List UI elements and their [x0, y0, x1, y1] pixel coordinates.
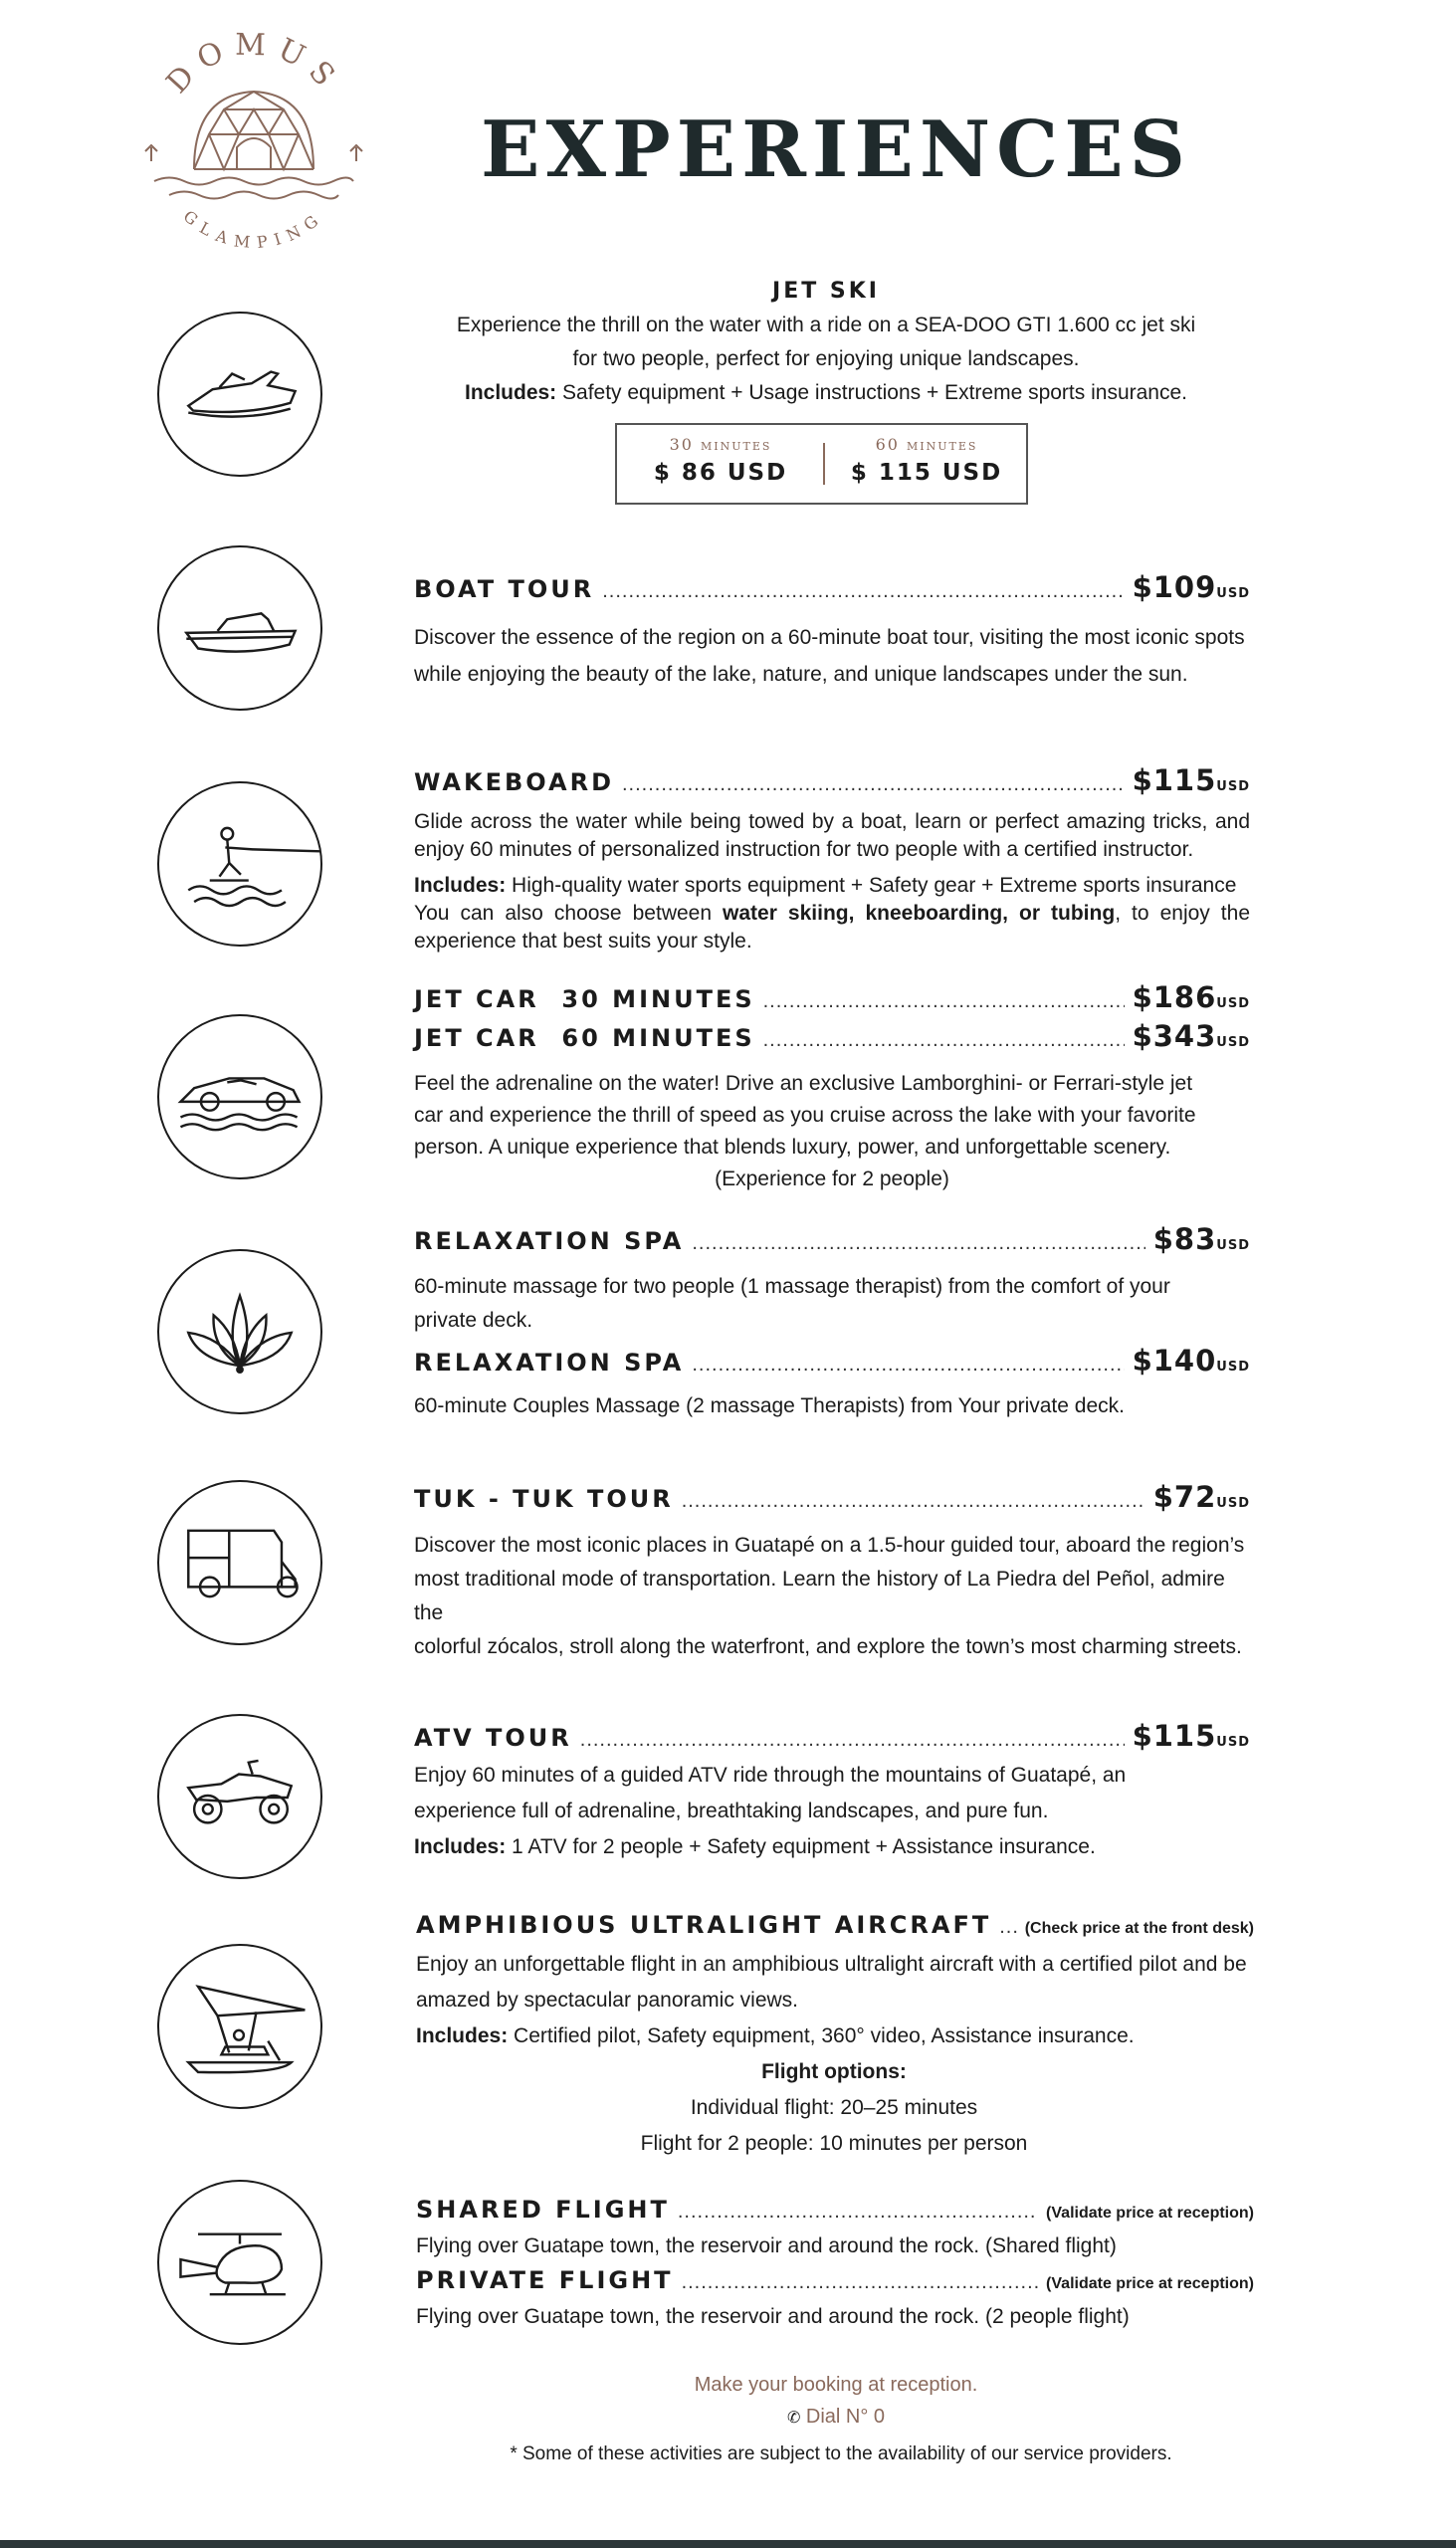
atv-icon — [157, 1714, 322, 1879]
price-value: $115 — [1132, 1719, 1217, 1753]
price-note: (Validate price at reception) — [1046, 2275, 1254, 2292]
shared-flight-price-row — [416, 2196, 1254, 2224]
leader-dots — [602, 580, 1124, 603]
desc-line: car and experience the thrill of speed as you cruise across the lake with your favorite — [414, 1104, 1196, 1127]
item-name: TUK - TUK TOUR — [414, 1485, 674, 1513]
jet-car-icon — [157, 1014, 322, 1179]
tuk-tuk-price-row — [414, 1480, 1250, 1514]
dial-text: Dial N° 0 — [805, 2406, 886, 2428]
item-name: RELAXATION SPA — [414, 1349, 685, 1377]
tuk-tuk-description — [414, 1529, 1250, 1664]
item-price — [1153, 1480, 1250, 1514]
choose-text: , to enjoy the experience that best suits your style. — [414, 902, 1250, 953]
wakeboard-choose — [414, 900, 1250, 956]
jet-car-60-price-row — [414, 1019, 1250, 1053]
price-value: $72 — [1152, 1480, 1217, 1514]
jet-ski-description — [418, 309, 1234, 410]
item-name: SHARED FLIGHT — [416, 2196, 670, 2224]
aircraft-description — [416, 1947, 1252, 2162]
jet-ski-desc-line: for two people, perfect for enjoying unique landscapes. — [572, 347, 1080, 370]
includes-label: Includes: — [414, 1835, 507, 1858]
flight-options-title: Flight options: — [761, 2060, 907, 2083]
atv-includes — [414, 1829, 1250, 1865]
leader-dots — [692, 1232, 1144, 1255]
private-flight-price-row — [416, 2266, 1254, 2294]
boat-tour-price-row — [414, 570, 1250, 604]
desc-line: (Experience for 2 people) — [715, 1168, 949, 1190]
shared-flight-description: Flying over Guatape town, the reservoir and around the rock. (Shared flight) — [416, 2234, 1117, 2257]
choose-options: water skiing, kneeboarding, or tubing — [723, 902, 1116, 925]
currency: USD — [1216, 779, 1250, 794]
leader-dots — [678, 2201, 1038, 2224]
item-price — [1133, 1719, 1250, 1753]
svg-text:DOMUS — [160, 30, 348, 101]
item-price — [1133, 1019, 1250, 1053]
lotus-icon — [157, 1249, 322, 1414]
option-price: $ 86 USD — [653, 460, 788, 486]
page-title: EXPERIENCES — [481, 105, 1191, 195]
flight-option: Individual flight: 20–25 minutes — [690, 2096, 978, 2119]
item-name: AMPHIBIOUS ULTRALIGHT AIRCRAFT — [416, 1911, 992, 1939]
includes-label: Includes: — [416, 2024, 509, 2047]
dial-line — [0, 2406, 1456, 2429]
jet-ski-price-box — [615, 423, 1028, 505]
includes-text: High-quality water sports equipment + Safety gear + Extreme sports insurance — [506, 874, 1237, 897]
wakeboard-price-row — [414, 763, 1250, 797]
item-name: PRIVATE FLIGHT — [416, 2266, 674, 2294]
desc-line: Enjoy 60 minutes of a guided ATV ride through the mountains of Guatapé, an — [414, 1764, 1127, 1787]
jet-ski-option-60 — [827, 435, 1026, 486]
aircraft-price-row — [416, 1911, 1254, 1939]
boat-tour-description — [414, 621, 1250, 692]
price-value: $140 — [1132, 1344, 1217, 1378]
price-value: $83 — [1152, 1222, 1217, 1256]
desc-line: 60-minute massage for two people (1 massage therapist) from the comfort of your — [414, 1275, 1170, 1298]
item-price — [1133, 980, 1250, 1014]
leader-dots — [622, 773, 1125, 796]
logo-bottom-text: GLAMPING — [179, 206, 328, 253]
aircraft-includes — [416, 2018, 1252, 2054]
leader-dots — [999, 1916, 1017, 1939]
option-label: 60 minutes — [875, 435, 978, 454]
price-value: $109 — [1132, 570, 1217, 604]
helicopter-icon — [157, 2180, 322, 2345]
item-price — [1133, 1344, 1250, 1378]
leader-dots — [580, 1729, 1125, 1752]
phone-icon: ✆ — [786, 2410, 801, 2427]
currency: USD — [1216, 1360, 1250, 1375]
spa-140-description: 60-minute Couples Massage (2 massage Therapists) from Your private deck. — [414, 1394, 1125, 1417]
jet-car-description — [414, 1068, 1250, 1195]
currency: USD — [1216, 996, 1250, 1011]
bottom-bar — [0, 2540, 1456, 2548]
desc-text: Glide across the water while being towed by a boat, learn or perfect amazing tricks, and enjoy 60 minutes of personalized instruction for two people with a certified instructor. — [414, 810, 1250, 861]
jet-ski-desc-line: Experience the thrill on the water with a ride on a SEA-DOO GTI 1.600 cc jet ski — [456, 314, 1196, 336]
currency: USD — [1216, 1496, 1250, 1511]
includes-text: Safety equipment + Usage instructions + Extreme sports insurance. — [556, 381, 1187, 404]
wakeboard-includes — [414, 872, 1250, 900]
option-label: 30 minutes — [669, 435, 772, 454]
item-name: WAKEBOARD — [414, 768, 614, 796]
desc-line: Feel the adrenaline on the water! Drive an exclusive Lamborghini- or Ferrari-style jet — [414, 1072, 1193, 1095]
desc-line: while enjoying the beauty of the lake, nature, and unique landscapes under the sun. — [414, 663, 1188, 686]
ultralight-aircraft-icon — [157, 1944, 322, 2109]
leader-dots — [682, 2271, 1038, 2294]
spa-140-price-row — [414, 1344, 1250, 1378]
svg-text:GLAMPING — [180, 207, 328, 253]
item-name: RELAXATION SPA — [414, 1227, 685, 1255]
desc-line: Discover the most iconic places in Guatapé on a 1.5-hour guided tour, aboard the region’s — [414, 1534, 1245, 1557]
availability-disclaimer: * Some of these activities are subject to the availability of our service providers. — [510, 2443, 1172, 2464]
option-price: $ 115 USD — [850, 460, 1003, 486]
price-value: $343 — [1132, 1019, 1217, 1053]
spa-83-description — [414, 1270, 1250, 1338]
jet-ski-option-30 — [621, 435, 820, 486]
leader-dots — [763, 990, 1125, 1013]
includes-text: 1 ATV for 2 people + Safety equipment + Assistance insurance. — [506, 1835, 1096, 1858]
item-name: JET CAR 60 MINUTES — [414, 1024, 755, 1052]
booking-note: Make your booking at reception. — [694, 2374, 978, 2396]
desc-line: amazed by spectacular panoramic views. — [416, 1989, 799, 2012]
currency: USD — [1216, 1238, 1250, 1253]
price-note: (Check price at the front desk) — [1024, 1920, 1254, 1937]
spa-83-price-row — [414, 1222, 1250, 1256]
currency: USD — [1216, 1735, 1250, 1750]
desc-line: most traditional mode of transportation. Learn the history of La Piedra del Peñol, admire the — [414, 1568, 1225, 1624]
item-price — [1133, 763, 1250, 797]
leader-dots — [763, 1029, 1125, 1052]
leader-dots — [692, 1354, 1124, 1377]
tuk-tuk-icon — [157, 1480, 322, 1645]
desc-line: private deck. — [414, 1309, 533, 1332]
item-name: ATV TOUR — [414, 1724, 572, 1752]
desc-line: Discover the essence of the region on a 60-minute boat tour, visiting the most iconic spots — [414, 626, 1245, 649]
includes-label: Includes: — [414, 874, 507, 897]
desc-line: colorful zócalos, stroll along the waterfront, and explore the town’s most charming streets. — [414, 1635, 1242, 1658]
jet-ski-title: JET SKI — [772, 279, 880, 304]
atv-description — [414, 1758, 1250, 1865]
price-value: $115 — [1132, 763, 1217, 797]
choose-text: You can also choose between — [414, 902, 724, 925]
item-name: BOAT TOUR — [414, 575, 595, 603]
atv-price-row — [414, 1719, 1250, 1753]
price-note: (Validate price at reception) — [1046, 2205, 1254, 2222]
boat-icon — [157, 545, 322, 711]
jet-car-30-price-row — [414, 980, 1250, 1014]
jet-ski-icon — [157, 312, 322, 477]
logo-top-text: DOMUS — [159, 30, 348, 101]
flight-option: Flight for 2 people: 10 minutes per person — [640, 2132, 1028, 2155]
jet-ski-includes — [418, 376, 1234, 410]
item-price — [1133, 570, 1250, 604]
currency: USD — [1216, 586, 1250, 601]
wakeboard-icon — [157, 781, 322, 947]
includes-text: Certified pilot, Safety equipment, 360° video, Assistance insurance. — [508, 2024, 1135, 2047]
desc-line: Enjoy an unforgettable flight in an amphibious ultralight aircraft with a certified pilot and be — [416, 1953, 1247, 1976]
leader-dots — [682, 1490, 1145, 1513]
includes-label: Includes: — [464, 381, 557, 404]
desc-line: experience full of adrenaline, breathtaking landscapes, and pure fun. — [414, 1800, 1049, 1822]
wakeboard-description — [414, 808, 1250, 956]
price-divider — [823, 443, 825, 485]
item-name: JET CAR 30 MINUTES — [414, 985, 755, 1013]
currency: USD — [1216, 1035, 1250, 1050]
price-value: $186 — [1132, 980, 1217, 1014]
private-flight-description: Flying over Guatape town, the reservoir and around the rock. (2 people flight) — [416, 2305, 1130, 2328]
item-price — [1153, 1222, 1250, 1256]
desc-line: person. A unique experience that blends luxury, power, and unforgettable scenery. — [414, 1136, 1171, 1159]
